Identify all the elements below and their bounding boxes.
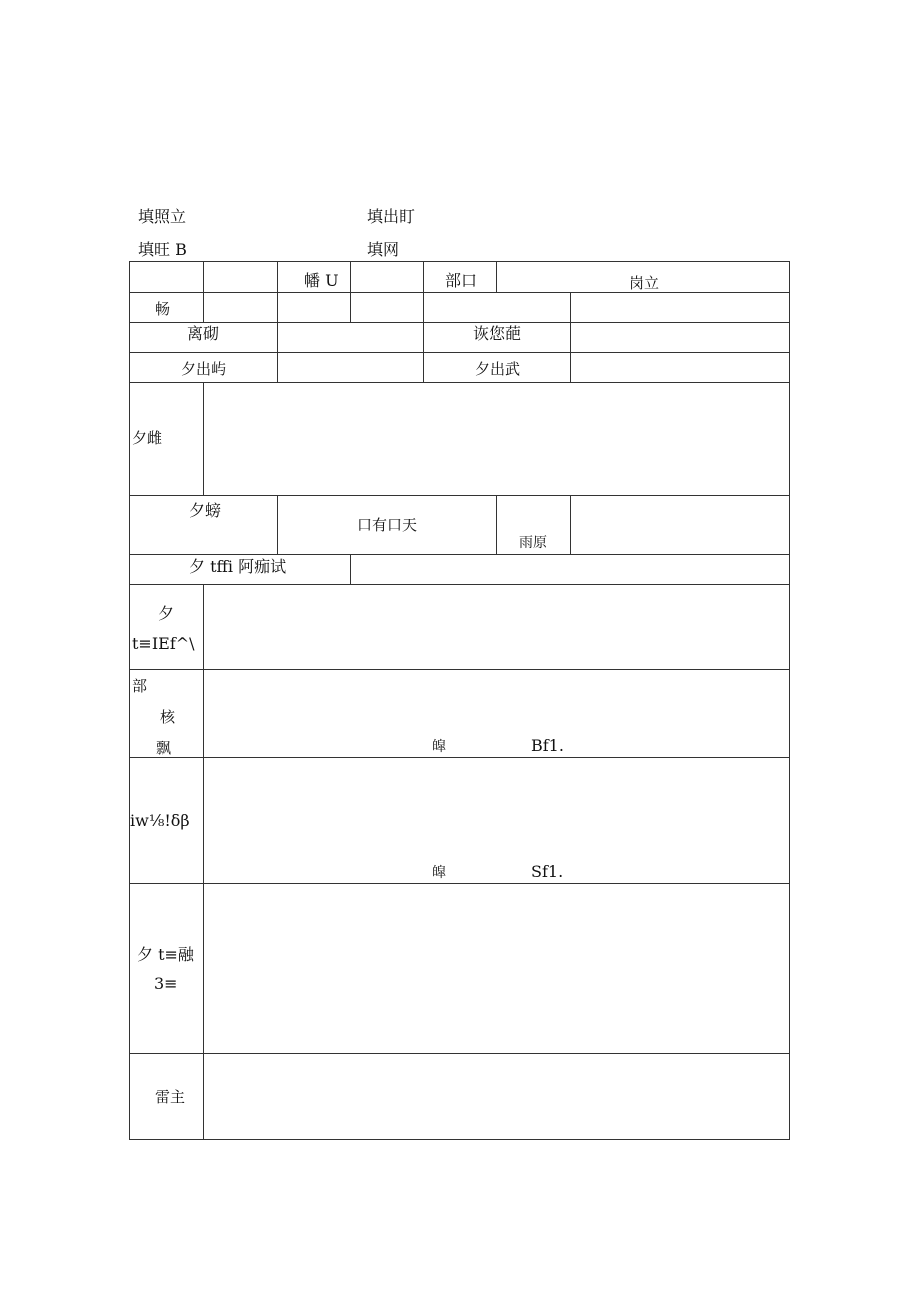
row12-label: 雷主 xyxy=(155,1088,186,1106)
row10-label: iw⅛!δβ xyxy=(130,811,190,830)
row2-label: 畅 xyxy=(155,300,171,318)
row8-label-line2: t≡IEf^\ xyxy=(132,634,195,653)
row9-label-line1: 部 xyxy=(132,677,148,695)
row5-label: 夕雌 xyxy=(132,429,163,447)
col-divider xyxy=(570,495,571,554)
row-divider xyxy=(130,322,789,323)
row1-label-b: 部口 xyxy=(445,271,478,290)
row4-label-right: 夕出武 xyxy=(475,360,521,378)
row8-label-line1: 夕 xyxy=(158,604,175,623)
row1-label-a: 幡 U xyxy=(304,271,339,290)
col-divider xyxy=(496,262,497,292)
form-table xyxy=(129,261,790,1140)
header-field-2: 填出盯 xyxy=(367,207,416,226)
row3-label-right: 诙您葩 xyxy=(473,324,522,343)
row-divider xyxy=(130,883,789,884)
row6-label-right: 雨原 xyxy=(519,535,547,551)
row11-label-line1: 夕 t≡融 xyxy=(137,945,194,964)
row-divider xyxy=(130,382,789,383)
col-divider xyxy=(496,495,497,554)
col-divider xyxy=(203,584,204,1140)
row10-sign-label: 皡 xyxy=(432,865,446,881)
col-divider xyxy=(350,554,351,584)
row-divider xyxy=(130,495,789,496)
col-divider xyxy=(277,495,278,554)
row6-label-left: 夕螃 xyxy=(189,501,222,520)
header-field-3: 填旺 B xyxy=(138,240,187,259)
row4-label-left: 夕出屿 xyxy=(181,360,227,378)
col-divider xyxy=(570,292,571,382)
row-divider xyxy=(130,554,789,555)
row7-label: 夕 tffi 阿痂试 xyxy=(189,557,287,576)
row6-label-mid: 口有口天 xyxy=(357,516,418,534)
row11-label-line2: 3≡ xyxy=(154,974,178,993)
col-divider xyxy=(277,262,278,382)
row10-date-label: Sf1. xyxy=(531,862,564,881)
col-divider xyxy=(423,262,424,382)
row-divider xyxy=(130,292,789,293)
row-divider xyxy=(130,352,789,353)
row9-sign-label: 皡 xyxy=(432,739,446,755)
col-divider xyxy=(203,262,204,322)
row-divider xyxy=(130,1053,789,1054)
row-divider xyxy=(130,584,789,585)
row3-label-left: 离砌 xyxy=(187,324,220,343)
header-field-1: 填照立 xyxy=(138,207,187,226)
row9-label-line3: 飘 xyxy=(156,739,172,757)
col-divider xyxy=(350,262,351,322)
row9-date-label: Bf1. xyxy=(531,736,564,755)
col-divider xyxy=(203,382,204,495)
row-divider xyxy=(130,669,789,670)
row-divider xyxy=(130,757,789,758)
row9-label-line2: 核 xyxy=(160,708,176,726)
row1-label-c: 岗立 xyxy=(629,274,660,292)
header-field-4: 填网 xyxy=(367,240,400,259)
